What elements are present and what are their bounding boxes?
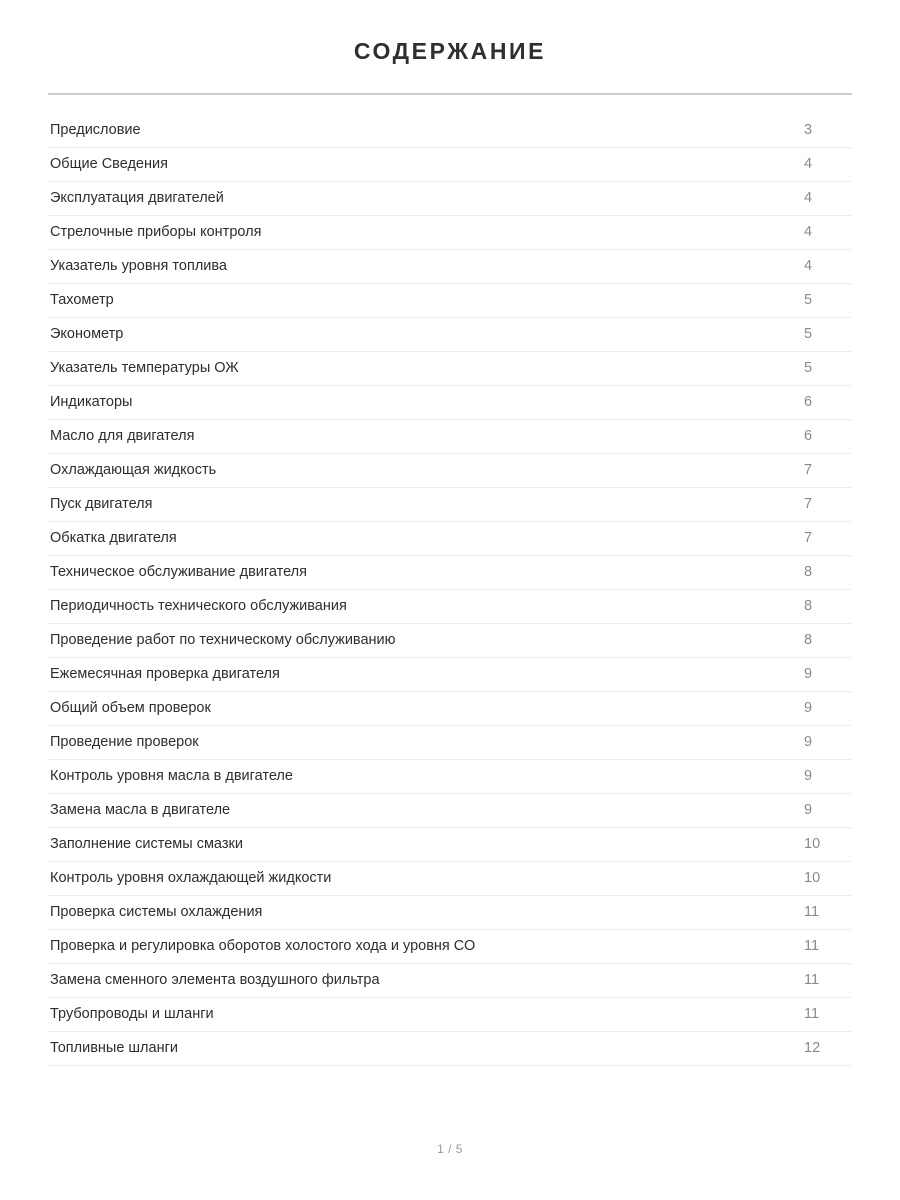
toc-entry[interactable] xyxy=(48,181,852,215)
toc-entry-page-number: 9 xyxy=(804,657,852,691)
toc-entry-page-number: 4 xyxy=(804,249,852,283)
toc-entry-page-number: 7 xyxy=(804,521,852,555)
toc-entry-page-number: 8 xyxy=(804,623,852,657)
toc-entry-label: Общий объем проверок xyxy=(48,691,804,725)
toc-entry-label: Тахометр xyxy=(48,283,804,317)
toc-entry-label: Проведение работ по техническому обслуживанию xyxy=(48,623,804,657)
toc-entry[interactable] xyxy=(48,997,852,1031)
toc-entry-page-number: 6 xyxy=(804,419,852,453)
toc-entry[interactable] xyxy=(48,861,852,895)
toc-entry-label: Индикаторы xyxy=(48,385,804,419)
toc-entry-page-number: 9 xyxy=(804,759,852,793)
toc-entry[interactable] xyxy=(48,351,852,385)
page-number-footer: 1 / 5 xyxy=(437,1142,463,1156)
toc-entry-label: Эконометр xyxy=(48,317,804,351)
toc-entry-page-number: 6 xyxy=(804,385,852,419)
toc-entry-page-number: 11 xyxy=(804,929,852,963)
toc-entry-label: Техническое обслуживание двигателя xyxy=(48,555,804,589)
toc-entry[interactable] xyxy=(48,793,852,827)
toc-entry-label: Охлаждающая жидкость xyxy=(48,453,804,487)
toc-entry-label: Проверка системы охлаждения xyxy=(48,895,804,929)
toc-entry-page-number: 4 xyxy=(804,215,852,249)
toc-entry[interactable] xyxy=(48,283,852,317)
toc-entry-page-number: 7 xyxy=(804,487,852,521)
toc-entry-page-number: 8 xyxy=(804,589,852,623)
toc-entry[interactable] xyxy=(48,385,852,419)
toc-entry[interactable] xyxy=(48,419,852,453)
toc-entry-label: Проверка и регулировка оборотов холостого хода и уровня СО xyxy=(48,929,804,963)
table-of-contents xyxy=(48,113,852,1066)
toc-entry[interactable] xyxy=(48,555,852,589)
toc-entry-page-number: 9 xyxy=(804,725,852,759)
toc-entry[interactable] xyxy=(48,215,852,249)
toc-entry-page-number: 3 xyxy=(804,113,852,147)
toc-entry-page-number: 11 xyxy=(804,963,852,997)
toc-entry-label: Эксплуатация двигателей xyxy=(48,181,804,215)
toc-entry-page-number: 9 xyxy=(804,793,852,827)
toc-entry[interactable] xyxy=(48,895,852,929)
toc-entry-label: Ежемесячная проверка двигателя xyxy=(48,657,804,691)
toc-entry-page-number: 11 xyxy=(804,895,852,929)
toc-entry-page-number: 8 xyxy=(804,555,852,589)
toc-entry[interactable] xyxy=(48,1031,852,1065)
toc-entry[interactable] xyxy=(48,521,852,555)
toc-entry[interactable] xyxy=(48,725,852,759)
toc-body xyxy=(48,113,852,1065)
toc-entry-page-number: 10 xyxy=(804,861,852,895)
toc-entry-label: Обкатка двигателя xyxy=(48,521,804,555)
toc-entry[interactable] xyxy=(48,589,852,623)
toc-entry[interactable] xyxy=(48,759,852,793)
toc-entry-label: Замена масла в двигателе xyxy=(48,793,804,827)
toc-entry-page-number: 5 xyxy=(804,351,852,385)
toc-entry-label: Стрелочные приборы контроля xyxy=(48,215,804,249)
toc-entry[interactable] xyxy=(48,929,852,963)
toc-entry-label: Заполнение системы смазки xyxy=(48,827,804,861)
toc-entry[interactable] xyxy=(48,317,852,351)
toc-entry[interactable] xyxy=(48,113,852,147)
toc-entry[interactable] xyxy=(48,623,852,657)
toc-entry-page-number: 5 xyxy=(804,283,852,317)
toc-entry-label: Пуск двигателя xyxy=(48,487,804,521)
toc-entry-label: Периодичность технического обслуживания xyxy=(48,589,804,623)
toc-entry-label: Масло для двигателя xyxy=(48,419,804,453)
toc-entry-label: Трубопроводы и шланги xyxy=(48,997,804,1031)
toc-entry[interactable] xyxy=(48,827,852,861)
toc-entry-page-number: 9 xyxy=(804,691,852,725)
page-title: СОДЕРЖАНИЕ xyxy=(353,38,547,64)
toc-entry-label: Проведение проверок xyxy=(48,725,804,759)
toc-entry[interactable] xyxy=(48,691,852,725)
toc-entry-page-number: 7 xyxy=(804,453,852,487)
toc-entry-page-number: 4 xyxy=(804,181,852,215)
toc-entry-label: Топливные шланги xyxy=(48,1031,804,1065)
toc-entry-label: Предисловие xyxy=(48,113,804,147)
toc-entry[interactable] xyxy=(48,963,852,997)
toc-entry-label: Указатель температуры ОЖ xyxy=(48,351,804,385)
toc-entry-page-number: 4 xyxy=(804,147,852,181)
toc-entry-page-number: 10 xyxy=(804,827,852,861)
toc-entry[interactable] xyxy=(48,453,852,487)
toc-entry[interactable] xyxy=(48,487,852,521)
toc-entry[interactable] xyxy=(48,657,852,691)
toc-entry-label: Замена сменного элемента воздушного фильтра xyxy=(48,963,804,997)
toc-entry-page-number: 11 xyxy=(804,997,852,1031)
toc-entry-label: Указатель уровня топлива xyxy=(48,249,804,283)
toc-entry[interactable] xyxy=(48,249,852,283)
toc-entry-label: Общие Сведения xyxy=(48,147,804,181)
toc-entry-page-number: 5 xyxy=(804,317,852,351)
title-divider xyxy=(48,93,852,95)
toc-entry-label: Контроль уровня масла в двигателе xyxy=(48,759,804,793)
toc-entry[interactable] xyxy=(48,147,852,181)
toc-entry-page-number: 12 xyxy=(804,1031,852,1065)
toc-entry-label: Контроль уровня охлаждающей жидкости xyxy=(48,861,804,895)
